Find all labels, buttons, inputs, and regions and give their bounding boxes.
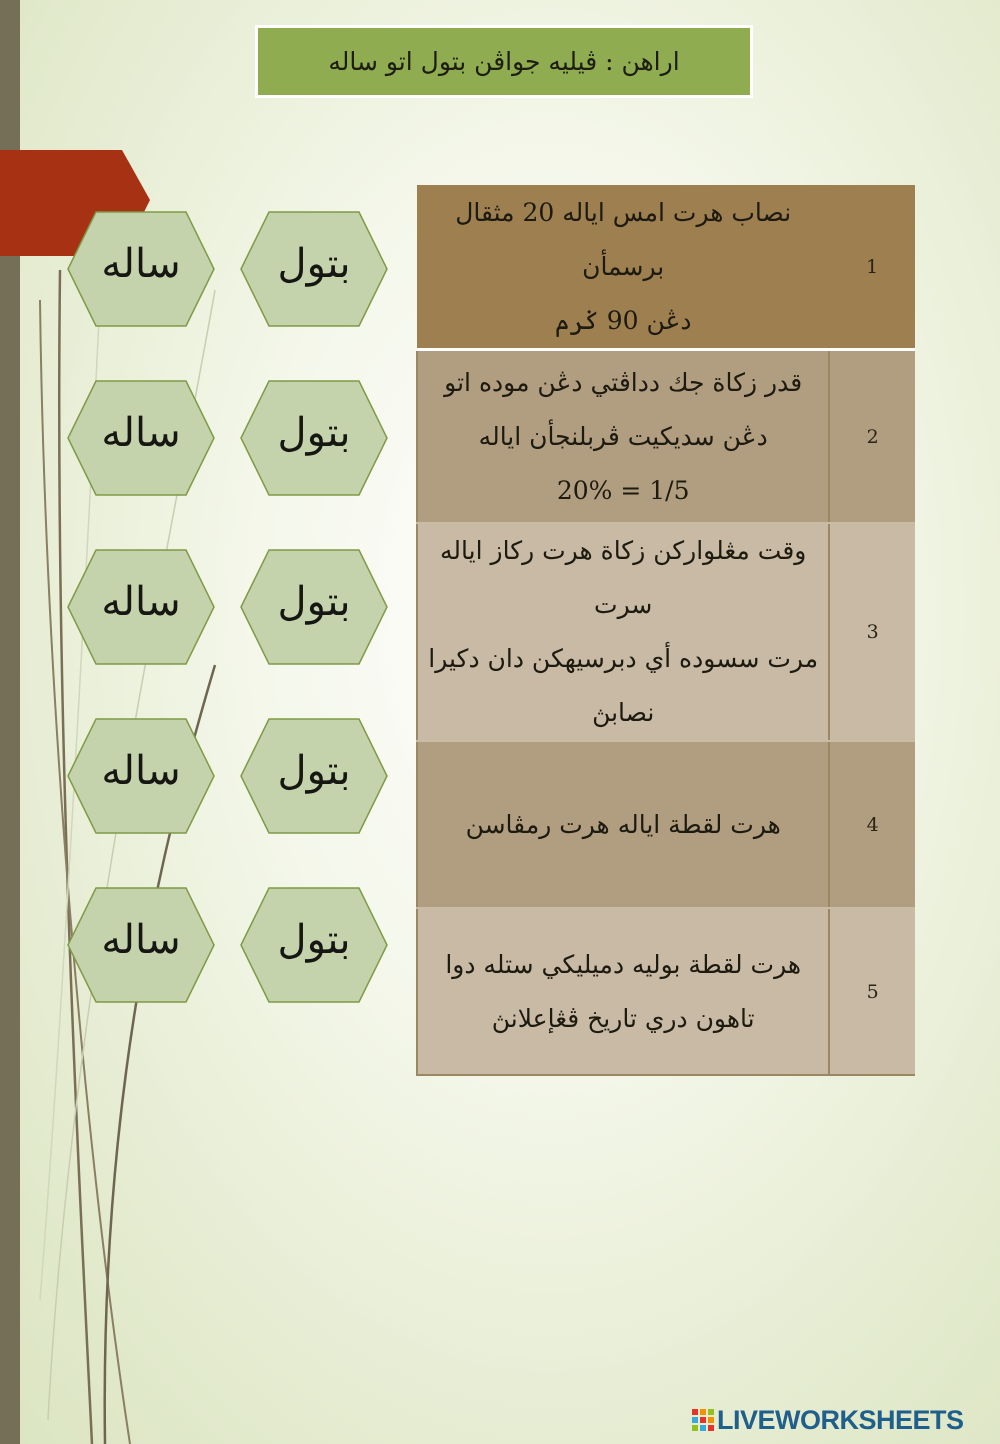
false-option-5[interactable]: ساله — [67, 887, 215, 1003]
instruction-title: اراهن : ڤيليه جواڤن بتول اتو ساله — [255, 25, 753, 98]
table-row — [417, 908, 915, 1075]
question-text: هرت لقطة اياله هرت رمڤاسن — [417, 741, 829, 908]
question-text: وقت مڠلواركن زكاة هرت ركاز اياله سرت مرت سسوده أي دبرسيهكن دان دكيرا نصابڽ — [417, 523, 829, 741]
true-option-2[interactable]: بتول — [240, 380, 388, 496]
liveworksheets-logo — [692, 1402, 992, 1438]
question-number: 5 — [829, 908, 915, 1075]
liveworksheets-grid-icon — [692, 1409, 714, 1431]
question-number: 1 — [829, 185, 915, 350]
true-option-4[interactable]: بتول — [240, 718, 388, 834]
false-option-4[interactable]: ساله — [67, 718, 215, 834]
table-row — [417, 523, 915, 741]
true-option-1[interactable]: بتول — [240, 211, 388, 327]
false-option-2[interactable]: ساله — [67, 380, 215, 496]
true-option-5[interactable]: بتول — [240, 887, 388, 1003]
table-row — [417, 741, 915, 908]
table-row — [417, 350, 915, 524]
question-text: نصاب هرت امس اياله 20 مثقال برسمأن دڠن 90 ݢرم — [417, 185, 829, 350]
question-text: قدر زكاة جك دداڤتي دڠن موده اتو دڠن سديکيت ڤربلنجأن اياله 20% = 1/5 — [417, 350, 829, 524]
false-option-3[interactable]: ساله — [67, 549, 215, 665]
question-number: 4 — [829, 741, 915, 908]
question-number: 3 — [829, 523, 915, 741]
false-option-1[interactable]: ساله — [67, 211, 215, 327]
watermark-text: LIVEWORKSHEETS — [717, 1404, 964, 1435]
question-number: 2 — [829, 350, 915, 524]
question-text: هرت لقطة بوليه دميليكي ستله دوا تاهون دري تاريخ ڤڠإعلانڽ — [417, 908, 829, 1075]
questions-table — [416, 185, 915, 1076]
table-row — [417, 185, 915, 350]
true-option-3[interactable]: بتول — [240, 549, 388, 665]
